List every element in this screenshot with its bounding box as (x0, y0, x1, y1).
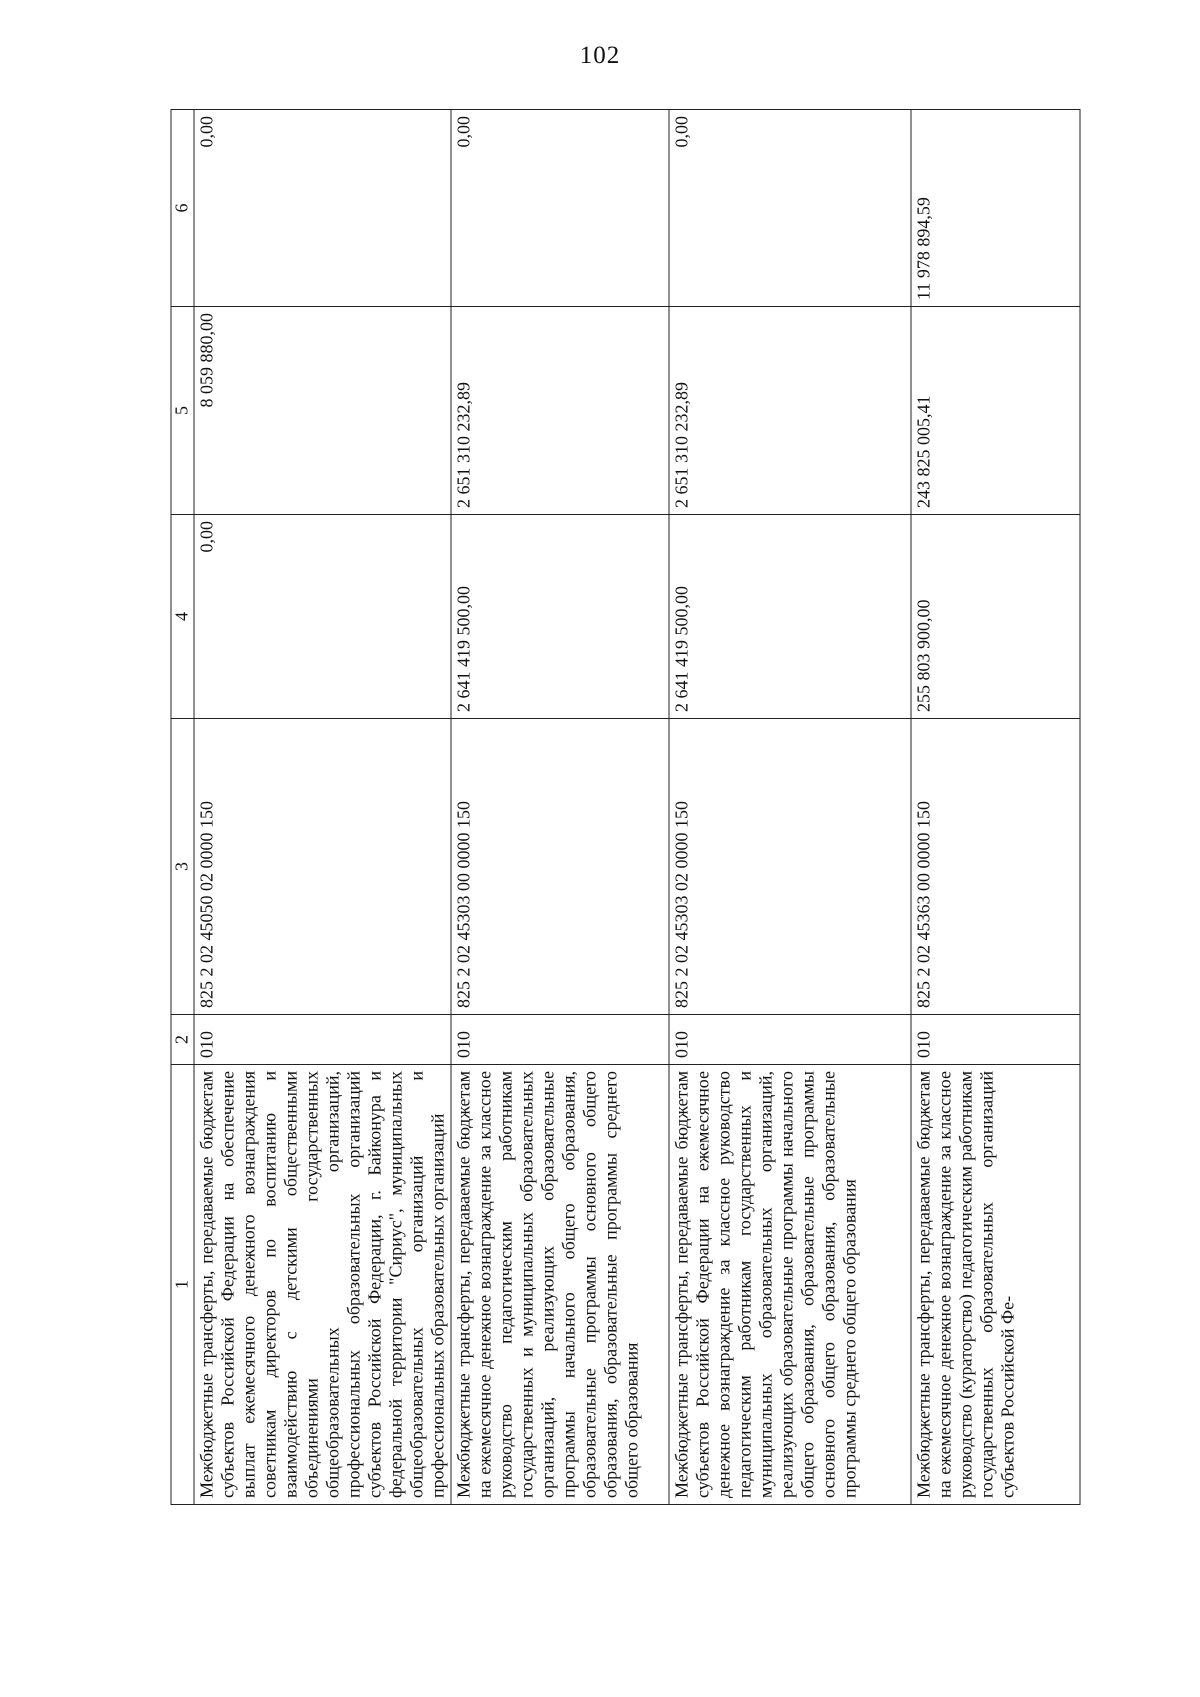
row-kbk: 825 2 02 45363 00 0000 150 (911, 719, 1080, 1015)
row-col6: 11 978 894,59 (911, 110, 1080, 307)
row-description: Межбюджетные трансферты, передаваемые бюджетам субъектов Российской Федерации на ежемесячное денежное вознаграждение за классное руководство педагогическим работникам государственных и муниципальных образовательных организаций, реализующих образовательные программы начального общего образования, образовательные программы основного общего образования, образовательные программы среднего общего образования (669, 1065, 911, 1505)
row-description: Межбюджетные трансферты, передаваемые бюджетам субъектов Российской Федерации на обеспечение выплат ежемесячного денежного вознаграждения советникам директоров по воспитанию и взаимодействию с детскими общественными объединениями государственных общеобразовательных организаций, профессиональных образовательных организаций субъектов Российской Федерации, г. Байконура и федеральной территории "Сириус", муниципальных общеобразовательных организаций и профессиональных образовательных организаций (194, 1065, 451, 1505)
header-col-3: 3 (171, 719, 194, 1015)
row-description: Межбюджетные трансферты, передаваемые бюджетам на ежемесячное денежное вознаграждение за классное руководство педагогическим работникам государственных и муниципальных образовательных организаций, реализующих образовательные программы начального общего образования, образовательные программы основного общего образования, образовательные программы среднего общего образования (451, 1065, 669, 1505)
table-row (451, 110, 669, 1505)
header-col-2: 2 (171, 1015, 194, 1065)
header-col-6: 6 (171, 110, 194, 307)
row-kbk: 825 2 02 45050 02 0000 150 (194, 719, 451, 1015)
row-description: Межбюджетные трансферты, передаваемые бюджетам на ежемесячное денежное вознаграждение за классное руководство (кураторство) педагогическим работникам государственных образовательных организаций субъектов Российской Фе- (911, 1065, 1080, 1505)
table-row (669, 110, 911, 1505)
row-kbk: 825 2 02 45303 00 0000 150 (451, 719, 669, 1015)
row-code: 010 (911, 1015, 1080, 1065)
row-col4: 2 641 419 500,00 (451, 515, 669, 719)
row-col5: 2 651 310 232,89 (669, 307, 911, 515)
row-code: 010 (451, 1015, 669, 1065)
header-col-4: 4 (171, 515, 194, 719)
row-col6: 0,00 (451, 110, 669, 307)
row-col6: 0,00 (194, 110, 451, 307)
table-row (194, 110, 451, 1505)
rotated-table-container (170, 110, 1080, 1505)
page-number: 102 (579, 42, 621, 69)
row-code: 010 (669, 1015, 911, 1065)
row-code: 010 (194, 1015, 451, 1065)
budget-table (170, 109, 1080, 1505)
table-row (911, 110, 1080, 1505)
row-col4: 2 641 419 500,00 (669, 515, 911, 719)
header-col-5: 5 (171, 307, 194, 515)
row-col5: 243 825 005,41 (911, 307, 1080, 515)
table-header-row (171, 110, 194, 1505)
row-col6: 0,00 (669, 110, 911, 307)
row-col5: 2 651 310 232,89 (451, 307, 669, 515)
row-kbk: 825 2 02 45303 02 0000 150 (669, 719, 911, 1015)
row-col4: 0,00 (194, 515, 451, 719)
row-col5: 8 059 880,00 (194, 307, 451, 515)
row-col4: 255 803 900,00 (911, 515, 1080, 719)
header-col-1: 1 (171, 1065, 194, 1505)
